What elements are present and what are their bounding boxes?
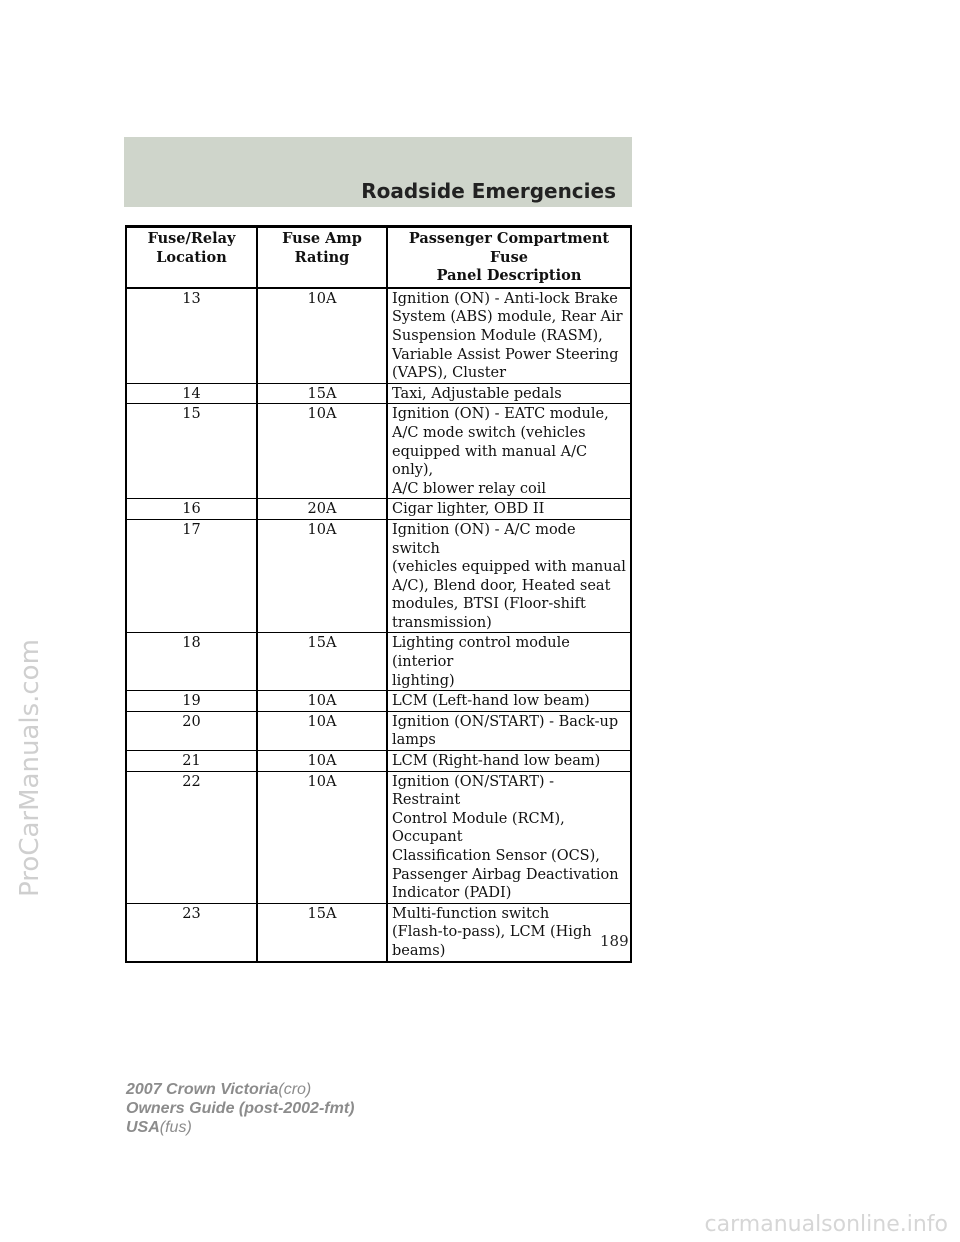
table-row xyxy=(126,383,631,404)
table-row xyxy=(126,499,631,520)
section-header-band xyxy=(124,137,632,207)
table-row xyxy=(126,771,631,903)
fuse-description-cell: Ignition (ON) - Anti-lock Brake System (ABS) module, Rear Air Suspension Module (RASM), Variable Assist Power Steering (VAPS), Cluster xyxy=(387,288,631,383)
table-row xyxy=(126,691,631,712)
fuse-amp-cell: 15A xyxy=(257,903,387,961)
page-number: 189 xyxy=(600,932,629,950)
watermark-procarmanuals-text: ProCarManuals.com xyxy=(15,639,45,897)
table-row xyxy=(126,711,631,750)
table-row xyxy=(126,633,631,691)
table-header-row xyxy=(126,227,631,288)
fuse-amp-cell: 10A xyxy=(257,519,387,633)
fuse-amp-cell: 10A xyxy=(257,691,387,712)
watermark-carmanualsonline: carmanualsonline.info xyxy=(704,1212,948,1237)
fuse-location-cell: 16 xyxy=(126,499,257,520)
table-row xyxy=(126,404,631,499)
fuse-description-cell: LCM (Right-hand low beam) xyxy=(387,751,631,772)
fuse-table-body xyxy=(126,288,631,962)
column-header-amp-rating: Fuse Amp Rating xyxy=(257,227,387,288)
fuse-location-cell: 19 xyxy=(126,691,257,712)
fuse-description-cell: Ignition (ON) - A/C mode switch (vehicles equipped with manual A/C), Blend door, Heated seat modules, BTSI (Floor-shift transmission) xyxy=(387,519,631,633)
column-header-description: Passenger Compartment Fuse Panel Description xyxy=(387,227,631,288)
fuse-amp-cell: 10A xyxy=(257,288,387,383)
column-header-location: Fuse/Relay Location xyxy=(126,227,257,288)
footer-market-code: (fus) xyxy=(159,1119,192,1136)
fuse-description-cell: LCM (Left-hand low beam) xyxy=(387,691,631,712)
fuse-location-cell: 15 xyxy=(126,404,257,499)
fuse-amp-cell: 10A xyxy=(257,711,387,750)
fuse-description-cell: Ignition (ON/START) - Back-up lamps xyxy=(387,711,631,750)
fuse-location-cell: 23 xyxy=(126,903,257,961)
fuse-location-cell: 22 xyxy=(126,771,257,903)
fuse-amp-cell: 10A xyxy=(257,771,387,903)
fuse-location-cell: 21 xyxy=(126,751,257,772)
fuse-amp-cell: 10A xyxy=(257,404,387,499)
table-row xyxy=(126,519,631,633)
fuse-location-cell: 18 xyxy=(126,633,257,691)
section-title: Roadside Emergencies xyxy=(361,179,616,203)
footer-model: 2007 Crown Victoria xyxy=(126,1081,279,1098)
fuse-location-cell: 20 xyxy=(126,711,257,750)
fuse-location-cell: 14 xyxy=(126,383,257,404)
fuse-location-cell: 13 xyxy=(126,288,257,383)
footer-market: USA xyxy=(126,1119,160,1136)
fuse-amp-cell: 10A xyxy=(257,751,387,772)
fuse-description-cell: Taxi, Adjustable pedals xyxy=(387,383,631,404)
fuse-description-cell: Ignition (ON/START) - Restraint Control Module (RCM), Occupant Classification Sensor (OCS), Passenger Airbag Deactivation Indicator (PADI) xyxy=(387,771,631,903)
fuse-description-cell: Cigar lighter, OBD II xyxy=(387,499,631,520)
fuse-description-cell: Ignition (ON) - EATC module, A/C mode switch (vehicles equipped with manual A/C only), A/C blower relay coil xyxy=(387,404,631,499)
footer-guide: Owners Guide (post-2002-fmt) xyxy=(126,1100,355,1117)
footer xyxy=(126,1080,354,1137)
fuse-description-cell: Lighting control module (interior lighting) xyxy=(387,633,631,691)
fuse-amp-cell: 15A xyxy=(257,633,387,691)
table-row xyxy=(126,903,631,961)
fuse-description-cell: Multi-function switch (Flash-to-pass), LCM (High beams) xyxy=(387,903,631,961)
watermark-procarmanuals xyxy=(10,518,50,1018)
table-row xyxy=(126,751,631,772)
fuse-table xyxy=(125,225,632,963)
footer-model-code: (cro) xyxy=(278,1081,312,1098)
fuse-amp-cell: 15A xyxy=(257,383,387,404)
fuse-location-cell: 17 xyxy=(126,519,257,633)
fuse-amp-cell: 20A xyxy=(257,499,387,520)
table-row xyxy=(126,288,631,383)
